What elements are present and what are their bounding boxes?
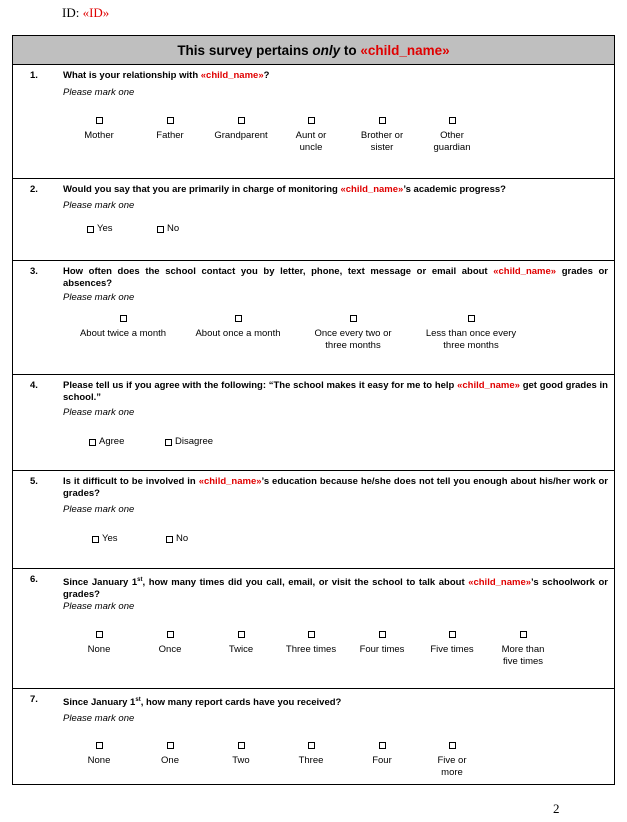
question-text: Since January 1st, how many times did you call, email, or visit the school to talk about «child_name»’s schoolwork or grades? [63,577,608,600]
option-yes[interactable]: Yes [87,223,113,235]
option-no[interactable]: No [166,533,188,545]
option-father[interactable]: Father [120,117,220,142]
checkbox[interactable] [120,315,127,322]
question-number: 3. [30,266,38,277]
checkbox[interactable] [235,315,242,322]
option-five-or-more[interactable]: Five or more [402,742,502,779]
id-label: ID: [62,5,83,20]
header-text: This survey pertains only to «child_name» [177,42,450,58]
checkbox[interactable] [308,631,315,638]
question-5 [13,470,614,568]
checkbox[interactable] [167,117,174,124]
id-field: «ID» [82,5,110,20]
checkbox[interactable] [308,742,315,749]
checkbox[interactable] [449,631,456,638]
question-text: Is it difficult to be involved in «child_name»’s education because he/she does not tell you enough about his/her work or grades? [63,476,608,499]
question-1 [13,64,614,178]
checkbox[interactable] [165,439,172,446]
checkbox[interactable] [238,742,245,749]
option-twice[interactable]: Twice [191,631,291,656]
option-grandparent[interactable]: Grandparent [191,117,291,142]
instruction: Please mark one [63,292,135,303]
instruction: Please mark one [63,200,135,211]
option-yes[interactable]: Yes [92,533,118,545]
checkbox[interactable] [468,315,475,322]
question-text: Would you say that you are primarily in charge of monitoring «child_name»’s academic progress? [63,184,506,195]
instruction: Please mark one [63,407,135,418]
option-aunt-uncle[interactable]: Aunt or uncle [261,117,361,154]
question-number: 4. [30,380,38,391]
question-number: 1. [30,70,38,81]
question-text: What is your relationship with «child_name»? [63,70,270,81]
option-disagree[interactable]: Disagree [165,436,213,448]
question-number: 7. [30,694,38,705]
checkbox[interactable] [89,439,96,446]
checkbox[interactable] [308,117,315,124]
checkbox[interactable] [167,631,174,638]
checkbox[interactable] [379,117,386,124]
option-more-than-five[interactable]: More than five times [473,631,573,668]
checkbox[interactable] [166,536,173,543]
option-other-guardian[interactable]: Other guardian [402,117,502,154]
question-7 [13,688,614,785]
option-less-three-months[interactable]: Less than once every three months [416,315,526,352]
option-two-three-months[interactable]: Once every two or three months [303,315,403,352]
question-3 [13,260,614,374]
question-text: How often does the school contact you by letter, phone, text message or email about «child_name» grades or absences? [63,266,608,289]
question-text: Since January 1st, how many report cards have you received? [63,697,342,708]
question-number: 2. [30,184,38,195]
option-three[interactable]: Three [261,742,361,767]
checkbox[interactable] [96,117,103,124]
question-number: 5. [30,476,38,487]
checkbox[interactable] [520,631,527,638]
checkbox[interactable] [92,536,99,543]
question-6 [13,568,614,688]
option-no[interactable]: No [157,223,179,235]
survey-header [13,36,614,65]
option-four-times[interactable]: Four times [332,631,432,656]
checkbox[interactable] [238,631,245,638]
option-agree[interactable]: Agree [89,436,124,448]
page-number: 2 [553,801,560,816]
instruction: Please mark one [63,601,135,612]
option-brother-sister[interactable]: Brother or sister [332,117,432,154]
option-once-month[interactable]: About once a month [183,315,293,340]
question-number: 6. [30,574,38,585]
checkbox[interactable] [96,631,103,638]
instruction: Please mark one [63,713,135,724]
question-2 [13,178,614,260]
checkbox[interactable] [238,117,245,124]
option-five-times[interactable]: Five times [402,631,502,656]
option-three-times[interactable]: Three times [261,631,361,656]
id-line [62,5,109,21]
option-twice-month[interactable]: About twice a month [68,315,178,340]
checkbox[interactable] [379,742,386,749]
option-none[interactable]: None [49,631,149,656]
checkbox[interactable] [379,631,386,638]
option-one[interactable]: One [120,742,220,767]
checkbox[interactable] [96,742,103,749]
checkbox[interactable] [449,742,456,749]
checkbox[interactable] [167,742,174,749]
option-four[interactable]: Four [332,742,432,767]
question-4 [13,374,614,470]
checkbox[interactable] [157,226,164,233]
option-once[interactable]: Once [120,631,220,656]
instruction: Please mark one [63,504,135,515]
checkbox[interactable] [449,117,456,124]
checkbox[interactable] [87,226,94,233]
instruction: Please mark one [63,87,135,98]
option-two[interactable]: Two [191,742,291,767]
option-mother[interactable]: Mother [49,117,149,142]
survey-table [12,35,615,785]
checkbox[interactable] [350,315,357,322]
question-text: Please tell us if you agree with the following: “The school makes it easy for me to help «child_name» get good grades in school.” [63,380,608,403]
option-none[interactable]: None [49,742,149,767]
